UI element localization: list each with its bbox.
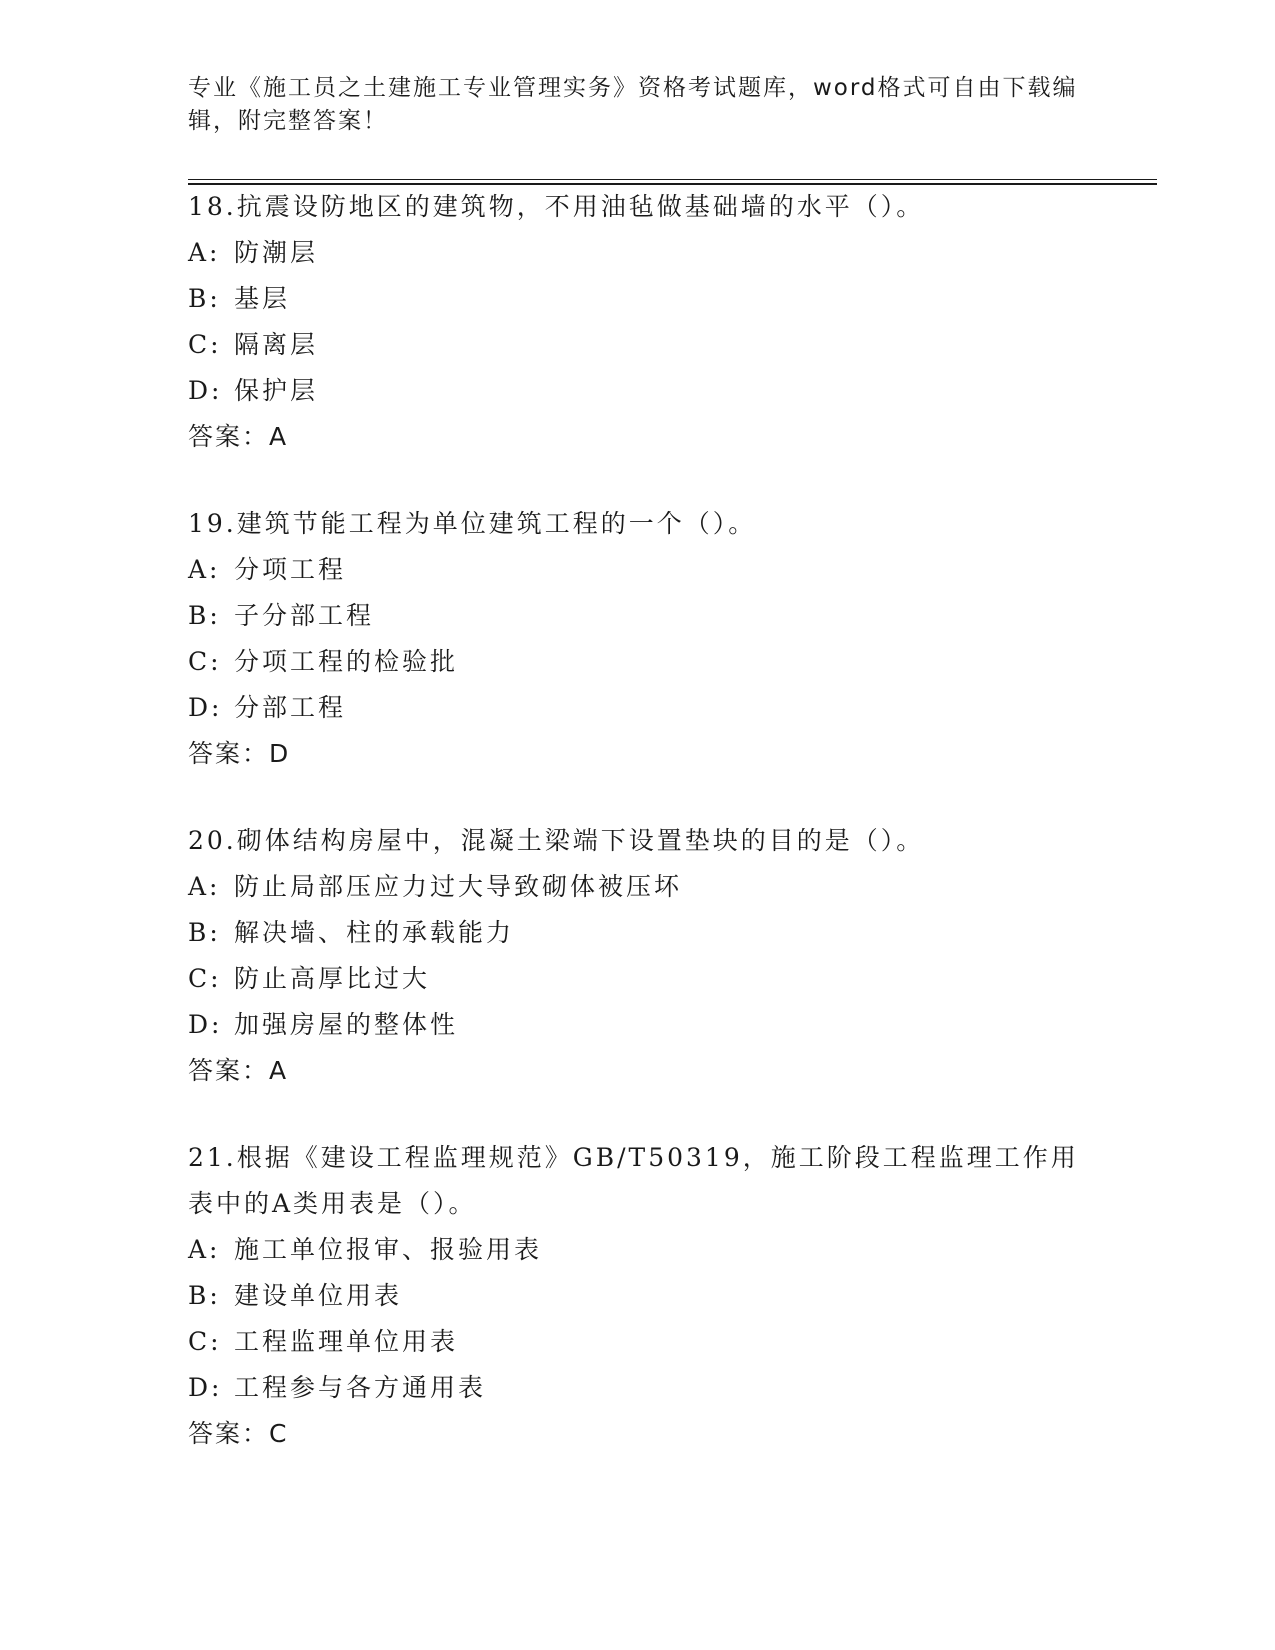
answer-line: 答案：A (188, 1056, 289, 1085)
option-key: B: (188, 918, 221, 947)
header-line-2: 辑，附完整答案！ (188, 108, 388, 134)
answer-line: 答案：A (188, 422, 289, 451)
option-text: 基层 (234, 284, 291, 313)
question-19 (188, 508, 1088, 770)
question-stem-line: 表中的A类用表是（）。 (188, 1189, 477, 1218)
option-text: 解决墙、柱的承载能力 (234, 918, 515, 947)
option-key: D: (188, 376, 223, 405)
option-text: 工程监理单位用表 (234, 1327, 459, 1356)
option-text: 分项工程 (234, 555, 347, 584)
option-a (188, 237, 1088, 283)
option-key: C: (188, 964, 222, 993)
question-stem-line: 18.抗震设防地区的建筑物，不用油毡做基础墙的水平（）。 (188, 192, 925, 221)
answer-line: 答案：C (188, 1419, 289, 1448)
option-text: 防止局部压应力过大导致砌体被压坏 (234, 872, 683, 901)
option-a (188, 871, 1088, 917)
option-b (188, 1280, 1088, 1326)
option-c (188, 329, 1088, 375)
header-line-1: 专业《施工员之土建施工专业管理实务》资格考试题库，word格式可自由下载编 (188, 75, 1078, 101)
option-key: D: (188, 693, 223, 722)
option-text: 保护层 (234, 376, 319, 405)
question-stem-line: 21.根据《建设工程监理规范》GB/T50319，施工阶段工程监理工作用 (188, 1143, 1079, 1172)
option-key: A: (188, 555, 221, 584)
question-stem (188, 1142, 1088, 1234)
header-divider-thick (188, 183, 1157, 185)
question-stem-line: 20.砌体结构房屋中，混凝土梁端下设置垫块的目的是（）。 (188, 826, 925, 855)
option-text: 工程参与各方通用表 (234, 1373, 487, 1402)
question-stem (188, 508, 1088, 540)
option-key: C: (188, 1327, 222, 1356)
header-divider-thin (188, 179, 1157, 180)
question-20 (188, 825, 1088, 1087)
option-key: C: (188, 647, 222, 676)
question-18 (188, 191, 1088, 453)
option-a (188, 1234, 1088, 1280)
option-key: B: (188, 284, 221, 313)
option-d (188, 375, 1088, 421)
option-text: 防止高厚比过大 (234, 964, 431, 993)
option-text: 分项工程的检验批 (234, 647, 459, 676)
question-stem-line: 19.建筑节能工程为单位建筑工程的一个（）。 (188, 509, 757, 538)
option-key: D: (188, 1373, 223, 1402)
option-d (188, 1372, 1088, 1418)
option-text: 施工单位报审、报验用表 (234, 1235, 543, 1264)
option-a (188, 554, 1088, 600)
option-text: 隔离层 (234, 330, 319, 359)
answer-line: 答案：D (188, 739, 291, 768)
option-d (188, 692, 1088, 738)
option-key: C: (188, 330, 222, 359)
option-key: A: (188, 1235, 221, 1264)
option-text: 建设单位用表 (234, 1281, 403, 1310)
option-key: B: (188, 601, 221, 630)
option-c (188, 963, 1088, 1009)
option-b (188, 600, 1088, 646)
option-b (188, 283, 1088, 329)
option-text: 分部工程 (234, 693, 347, 722)
option-key: D: (188, 1010, 223, 1039)
option-b (188, 917, 1088, 963)
question-21 (188, 1142, 1088, 1450)
question-stem (188, 825, 1088, 857)
option-text: 防潮层 (234, 238, 319, 267)
option-text: 子分部工程 (234, 601, 375, 630)
option-text: 加强房屋的整体性 (234, 1010, 459, 1039)
option-key: A: (188, 872, 221, 901)
document-header (188, 72, 1078, 138)
option-key: A: (188, 238, 221, 267)
option-c (188, 646, 1088, 692)
option-key: B: (188, 1281, 221, 1310)
option-c (188, 1326, 1088, 1372)
question-stem (188, 191, 1088, 223)
option-d (188, 1009, 1088, 1055)
